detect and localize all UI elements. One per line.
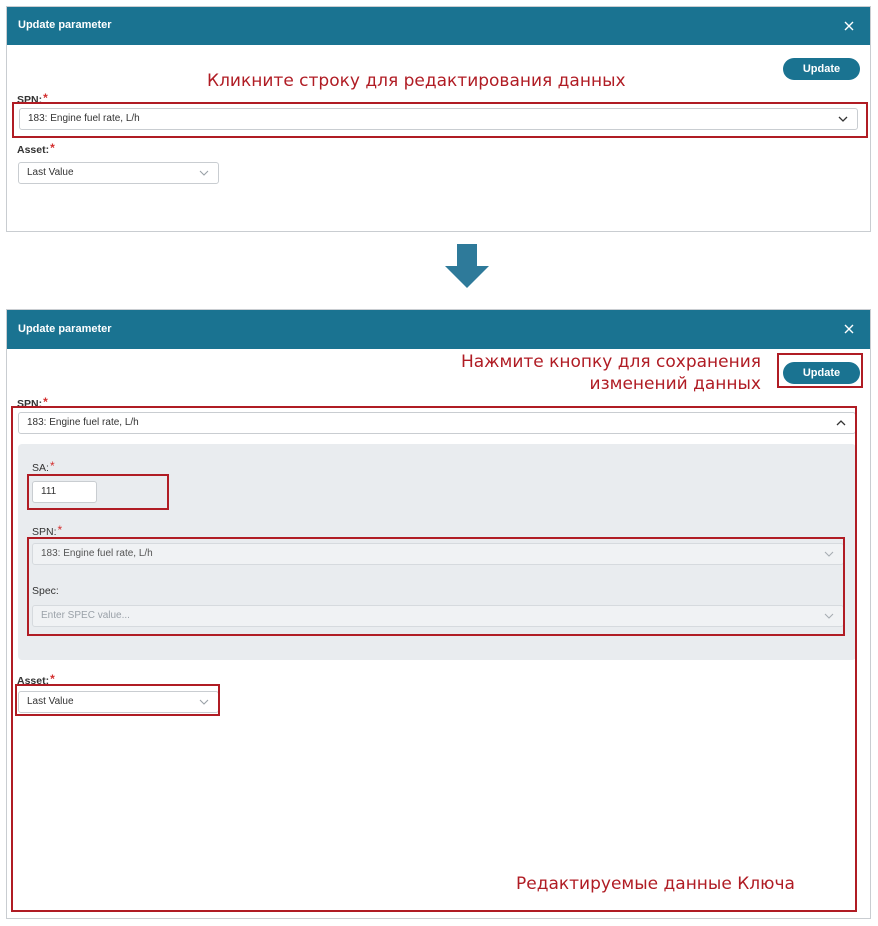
- close-icon[interactable]: [842, 322, 856, 336]
- top-asset-select[interactable]: [18, 162, 219, 184]
- bottom-asset-value: Last Value: [27, 696, 74, 707]
- bottom-asset-label: Asset:*: [17, 672, 55, 687]
- spn-spec-highlight-box: [27, 537, 845, 636]
- top-update-button[interactable]: Update: [783, 58, 860, 80]
- bottom-spn-value: 183: Engine fuel rate, L/h: [27, 417, 139, 428]
- top-annotation-click-row: Кликните строку для редактирования данных: [207, 71, 626, 91]
- top-asset-value: Last Value: [27, 167, 74, 178]
- bottom-dialog-title: Update parameter: [18, 323, 112, 335]
- bottom-update-button[interactable]: Update: [783, 362, 860, 384]
- annotation-key-data: Редактируемые данные Ключа: [516, 874, 795, 894]
- sa-label: SA:*: [32, 459, 55, 474]
- inner-spn-value: 183: Engine fuel rate, L/h: [41, 548, 153, 559]
- bottom-spn-label: SPN:*: [17, 395, 48, 410]
- top-spn-highlight-box: [12, 102, 868, 138]
- top-spn-value: 183: Engine fuel rate, L/h: [28, 113, 140, 124]
- top-dialog-header: [7, 7, 870, 45]
- arrow-down-icon: [445, 244, 489, 288]
- bottom-dialog-header: [7, 310, 870, 349]
- inner-spn-label: SPN:*: [32, 523, 63, 538]
- sa-highlight-box: [27, 474, 169, 510]
- chevron-down-icon: [199, 169, 209, 177]
- annotation-save-line2: изменений данных: [589, 374, 761, 394]
- spec-label: Spec:: [32, 585, 59, 597]
- spec-placeholder: Enter SPEC value...: [41, 610, 130, 621]
- annotation-save-changes: [420, 351, 761, 395]
- top-dialog-title: Update parameter: [18, 19, 112, 31]
- asset-highlight-box: [15, 684, 220, 716]
- sa-input[interactable]: 111: [32, 481, 97, 503]
- top-asset-label: Asset:*: [17, 141, 55, 156]
- update-button-highlight-box: [777, 353, 863, 388]
- close-icon[interactable]: [842, 19, 856, 33]
- annotation-save-line1: Нажмите кнопку для сохранения: [460, 352, 761, 372]
- top-spn-label: SPN:*: [17, 91, 48, 106]
